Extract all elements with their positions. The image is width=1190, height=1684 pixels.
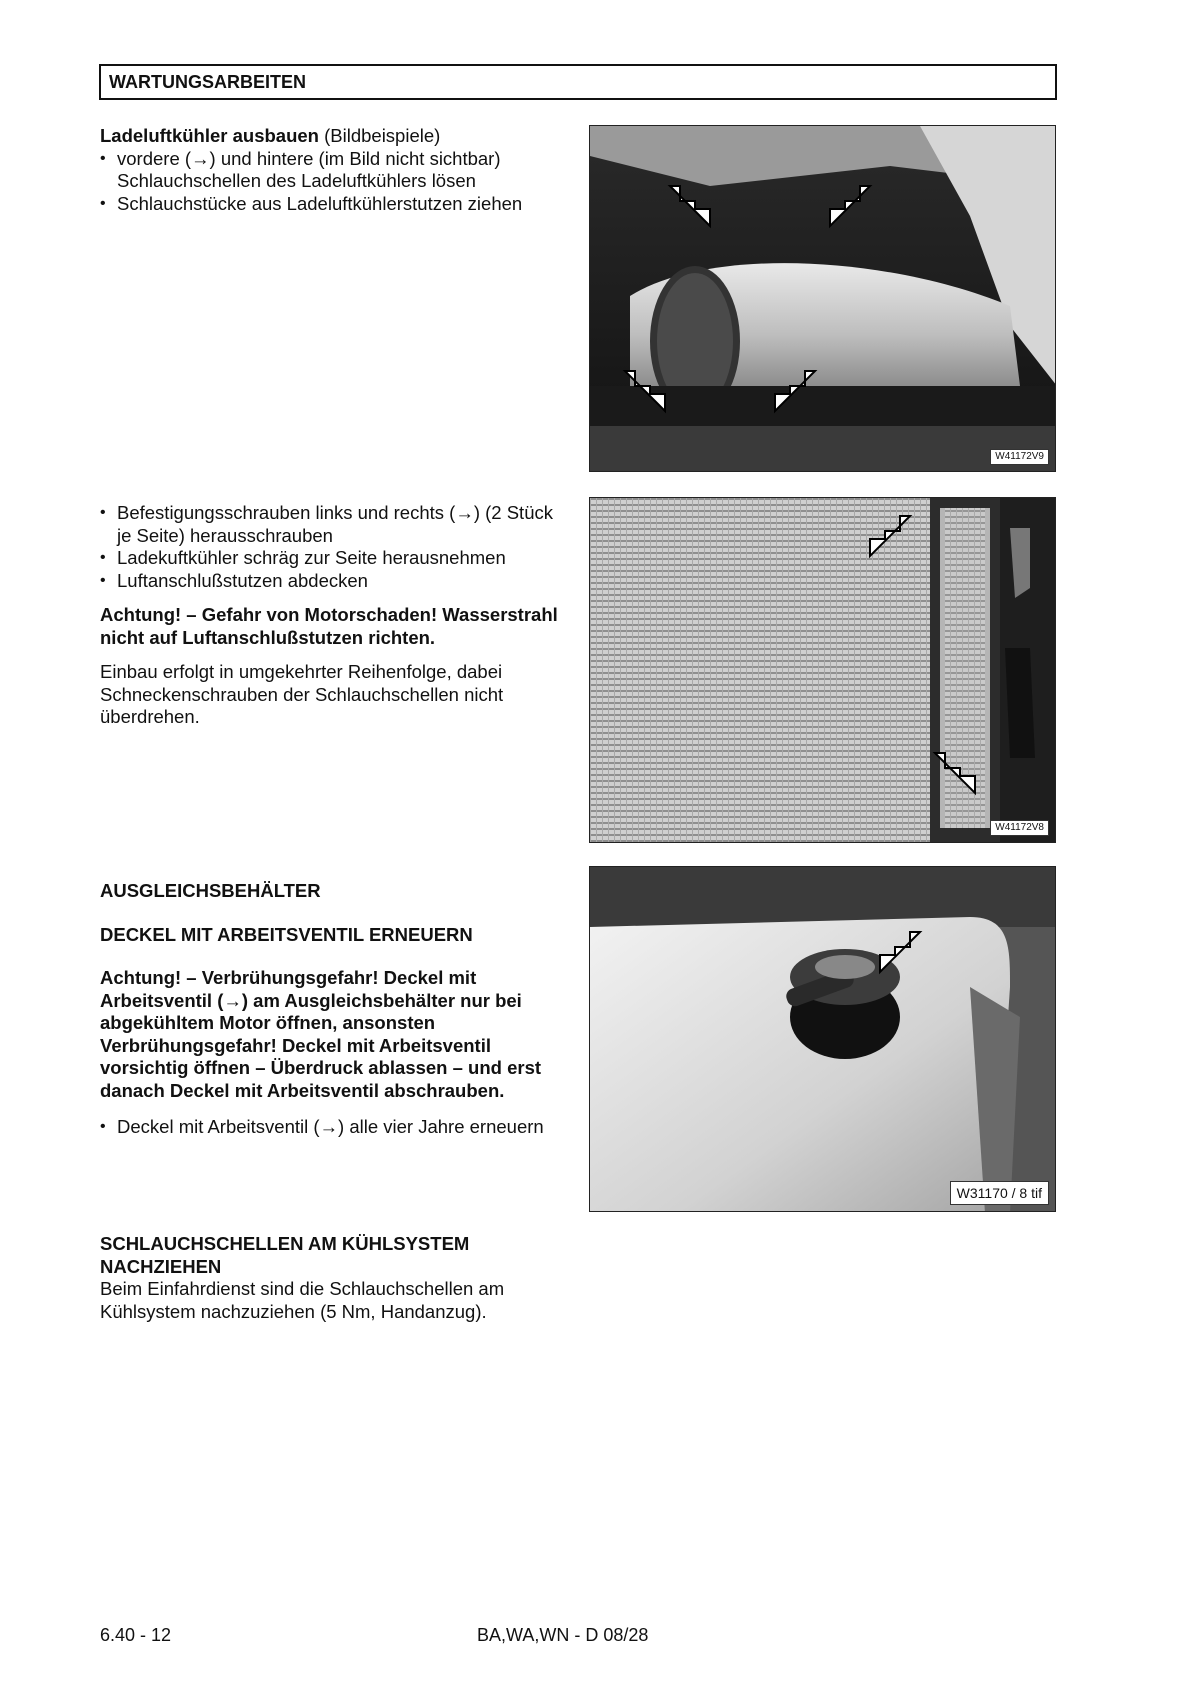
- heading-expansion-tank: AUSGLEICHSBEHÄLTER: [100, 880, 321, 901]
- section-radiator-remove: [100, 502, 570, 729]
- section-ladeluft-remove: [100, 125, 570, 215]
- list-item: • vordere (→) und hintere (im Bild nicht sichtbar) Schlauchschellen des Ladeluftkühlers lösen: [100, 148, 570, 193]
- photo-label: W41172V9: [990, 449, 1049, 465]
- photo-hose-clamps: [589, 125, 1056, 472]
- list-item: • Luftanschlußstutzen abdecken: [100, 570, 570, 593]
- section-title-rest: (Bildbeispiele): [318, 125, 441, 146]
- heading-hose-clamps: SCHLAUCHSCHELLEN AM KÜHLSYSTEM NACHZIEHEN: [100, 1233, 470, 1277]
- expansion-tank-illustration: [590, 867, 1056, 1212]
- list-item: • Schlauchstücke aus Ladeluftkühlerstutzen ziehen: [100, 193, 570, 216]
- warning-scalding: Achtung! – Verbrühungsgefahr! Deckel mit Arbeitsventil (→) am Ausgleichsbehälter nur bei abgekühltem Motor öffnen, ansonsten Verbrühungsgefahr! Deckel mit Arbeitsventil vorsichtig öffnen – Überdruck ablassen – und erst danach Deckel mit Arbeitsventil abschrauben.: [100, 967, 542, 1101]
- subheading-cap-replace: DECKEL MIT ARBEITSVENTIL ERNEUERN: [100, 923, 473, 945]
- bullet-list: [100, 502, 570, 592]
- photo-radiator: [589, 497, 1056, 843]
- section-title-bold: Ladeluftkühler ausbauen: [100, 125, 319, 146]
- section-expansion-tank: [100, 880, 570, 1139]
- radiator-illustration: [590, 498, 1056, 843]
- hose-clamp-illustration: [590, 126, 1056, 472]
- list-item: • Ladekuftkühler schräg zur Seite herausnehmen: [100, 547, 570, 570]
- hose-clamps-text: Beim Einfahrdienst sind die Schlauchschellen am Kühlsystem nachzuziehen (5 Nm, Handanzug).: [100, 1278, 505, 1322]
- list-item: • Befestigungsschrauben links und rechts (→) (2 Stück je Seite) herausschrauben: [100, 502, 570, 547]
- list-item: • Deckel mit Arbeitsventil (→) alle vier Jahre erneuern: [100, 1116, 570, 1139]
- photo-label: W41172V8: [990, 820, 1049, 836]
- section-title: [100, 125, 570, 148]
- section-header: [99, 64, 1057, 100]
- photo-label: W31170 / 8 tif: [950, 1181, 1049, 1205]
- warning-motor-damage: Achtung! – Gefahr von Motorschaden! Wasserstrahl nicht auf Luftanschlußstutzen richten.: [100, 604, 558, 648]
- header-title: WARTUNGSARBEITEN: [109, 72, 306, 92]
- section-hose-clamps-retighten: [100, 1233, 570, 1323]
- bullet-list: [100, 148, 570, 216]
- page-number: 6.40 - 12: [100, 1625, 172, 1645]
- photo-expansion-tank: [589, 866, 1056, 1212]
- document-code: BA,WA,WN - D 08/28: [477, 1625, 649, 1645]
- bullet-list: [100, 1116, 570, 1139]
- assembly-note: Einbau erfolgt in umgekehrter Reihenfolge, dabei Schneckenschrauben der Schlauchschellen nicht überdrehen.: [100, 661, 504, 727]
